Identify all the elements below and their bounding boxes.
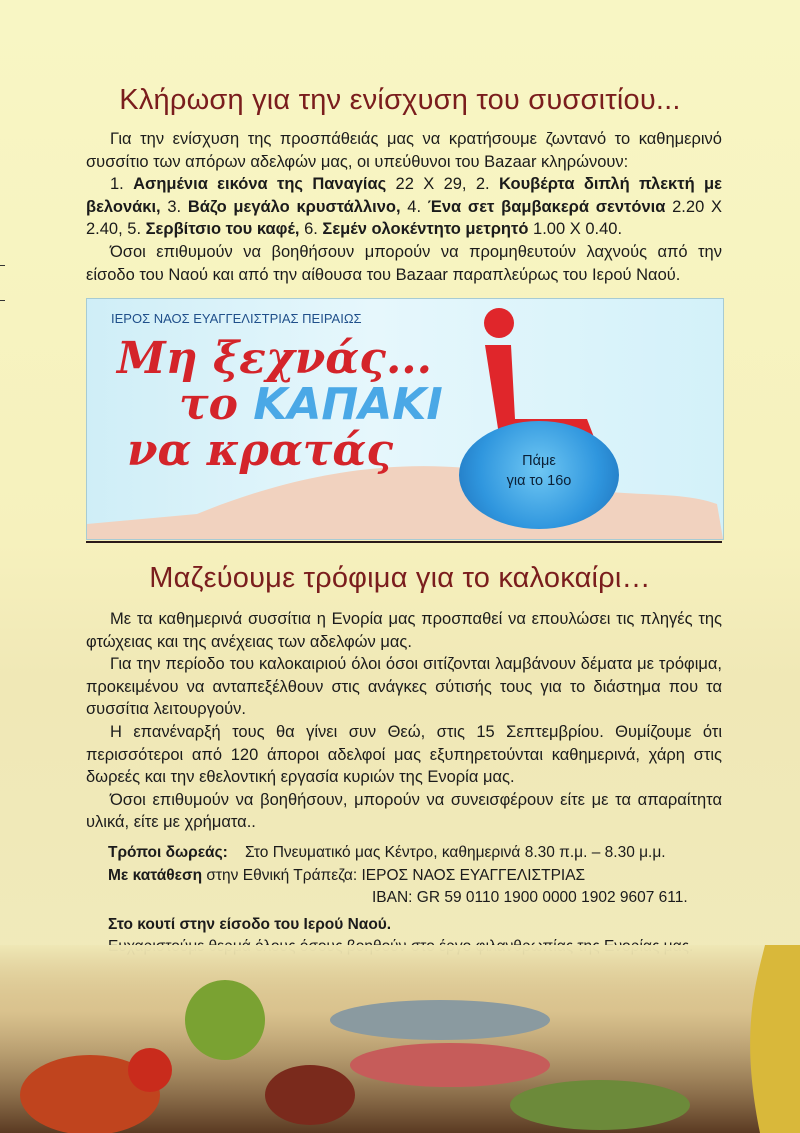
slogan-line3: να κρατάς <box>127 425 394 476</box>
fish-shape <box>330 1000 550 1040</box>
slogan-line1: Μη ξεχνάς... <box>117 333 432 384</box>
donation-deposit: Με κατάθεση στην Εθνική Τράπεζα: ΙΕΡΟΣ ΝΑΟΣ ΕΥΑΓΓΕΛΙΣΤΡΙΑΣ <box>108 866 586 884</box>
cap-campaign-banner <box>86 298 724 540</box>
donation-info <box>108 842 728 959</box>
prize-number: 6. <box>299 220 323 239</box>
prize-number: 2. <box>466 175 499 194</box>
donation-iban: IBAN: GR 59 0110 1900 0000 1902 9607 611. <box>372 889 688 906</box>
fish-shape <box>350 1043 550 1087</box>
prize-name: Ασημένια εικόνα της Παναγίας <box>133 175 387 194</box>
hand-shape <box>87 466 723 539</box>
cap-goal-text: Πάμε για το 16ο <box>506 453 572 489</box>
banner-church-name: ΙΕΡΟΣ ΝΑΟΣ ΕΥΑΓΓΕΛΙΣΤΡΙΑΣ ΠΕΙΡΑΙΩΣ <box>111 311 362 326</box>
prize-detail: 22 Χ 29, <box>386 175 467 194</box>
prize-number: 4. <box>400 197 428 216</box>
food-paragraph: Με τα καθημερινά συσσίτια η Ενορία μας προσπαθεί να επουλώσει τις πληγές της φτώχειας και της ανέχειας των αδελφών μας. <box>86 610 722 651</box>
food-collage-image <box>0 945 800 1133</box>
food-paragraph: Η επανέναρξή τους θα γίνει συν Θεώ, στις 15 Σεπτεμβρίου. Θυμίζουμε ότι περισσότεροι από 120 άποροι αδελφοί μας εξυπηρετούνται καθημερινά, χάρη στις δωρεές και την εθελοντική εργασία κυριών της Ενορία μας. <box>86 722 722 787</box>
prize-number: 3. <box>160 197 188 216</box>
section-divider <box>86 541 722 543</box>
food-paragraph: Όσοι επιθυμούν να βοηθήσουν, μπορούν να συνεισφέρουν είτε με τα απαραίτητα υλικά, είτε με χρήματα.. <box>86 790 722 832</box>
sausage-shape <box>265 1065 355 1125</box>
food-paragraph: Για την περίοδο του καλοκαιριού όλοι όσοι σιτίζονται λαμβάνουν δέματα με τρόφιμα, προκειμένου να ανταπεξέλθουν στις ανάγκες σύτισής τους για το διάστημα που τα συσσίτια λειτουργούν. <box>86 655 722 719</box>
prize-name: Ένα σετ βαμβακερά σεντόνια <box>427 197 666 216</box>
food-text <box>86 608 722 834</box>
margin-mark <box>0 265 5 266</box>
vegetables-shape <box>510 1080 690 1130</box>
prize-number: 5. <box>122 220 146 239</box>
apple-shape <box>185 980 265 1060</box>
margin-mark <box>0 300 5 301</box>
donation-ways: Τρόποι δωρεάς: Στο Πνευματικό μας Κέντρο, καθημερινά 8.30 π.μ. – 8.30 μ.μ. <box>108 844 666 861</box>
prize-name: Σερβίτσιο του καφέ, <box>145 220 300 239</box>
section-heading-food: Μαζεύουμε τρόφιμα για το καλοκαίρι… <box>149 562 651 594</box>
slogan-line2: το ΚΑΠΑΚΙ <box>179 379 443 430</box>
donation-box: Στο κουτί στην είσοδο του Ιερού Ναού. <box>108 915 392 933</box>
prize-detail: 2.20 Χ 2.40, <box>86 197 722 239</box>
prize-number: 1. <box>110 175 134 194</box>
lottery-closing: Όσοι επιθυμούν να βοηθήσουν μπορούν να προμηθευτούν λαχνούς από την είσοδο του Ναού και από την αίθουσα του Bazaar παραπλεύρως του Ιερού Ναού. <box>86 242 722 284</box>
section-heading-lottery: Κλήρωση για την ενίσχυση του συσσιτίου... <box>119 84 681 116</box>
prize-name: Κουβέρτα διπλή πλεκτή με βελονάκι, <box>86 175 722 216</box>
prize-name: Σεμέν ολοκέντητο μετρητό <box>322 220 529 239</box>
prize-name: Βάζο μεγάλο κρυστάλλινο, <box>187 197 401 216</box>
lottery-text <box>86 128 722 286</box>
tomato-shape <box>128 1048 172 1092</box>
prize-detail: 1.00 Χ 0.40. <box>528 220 623 239</box>
wheelchair-head-icon <box>484 308 514 338</box>
prize-list <box>86 173 722 241</box>
lottery-intro: Για την ενίσχυση της προσπάθειάς μας να κρατήσουμε ζωντανό το καθημερινό συσσίτιο των απόρων αδελφών μας, οι υπεύθυνοι του Bazaar κληρώνουν: <box>86 130 722 171</box>
